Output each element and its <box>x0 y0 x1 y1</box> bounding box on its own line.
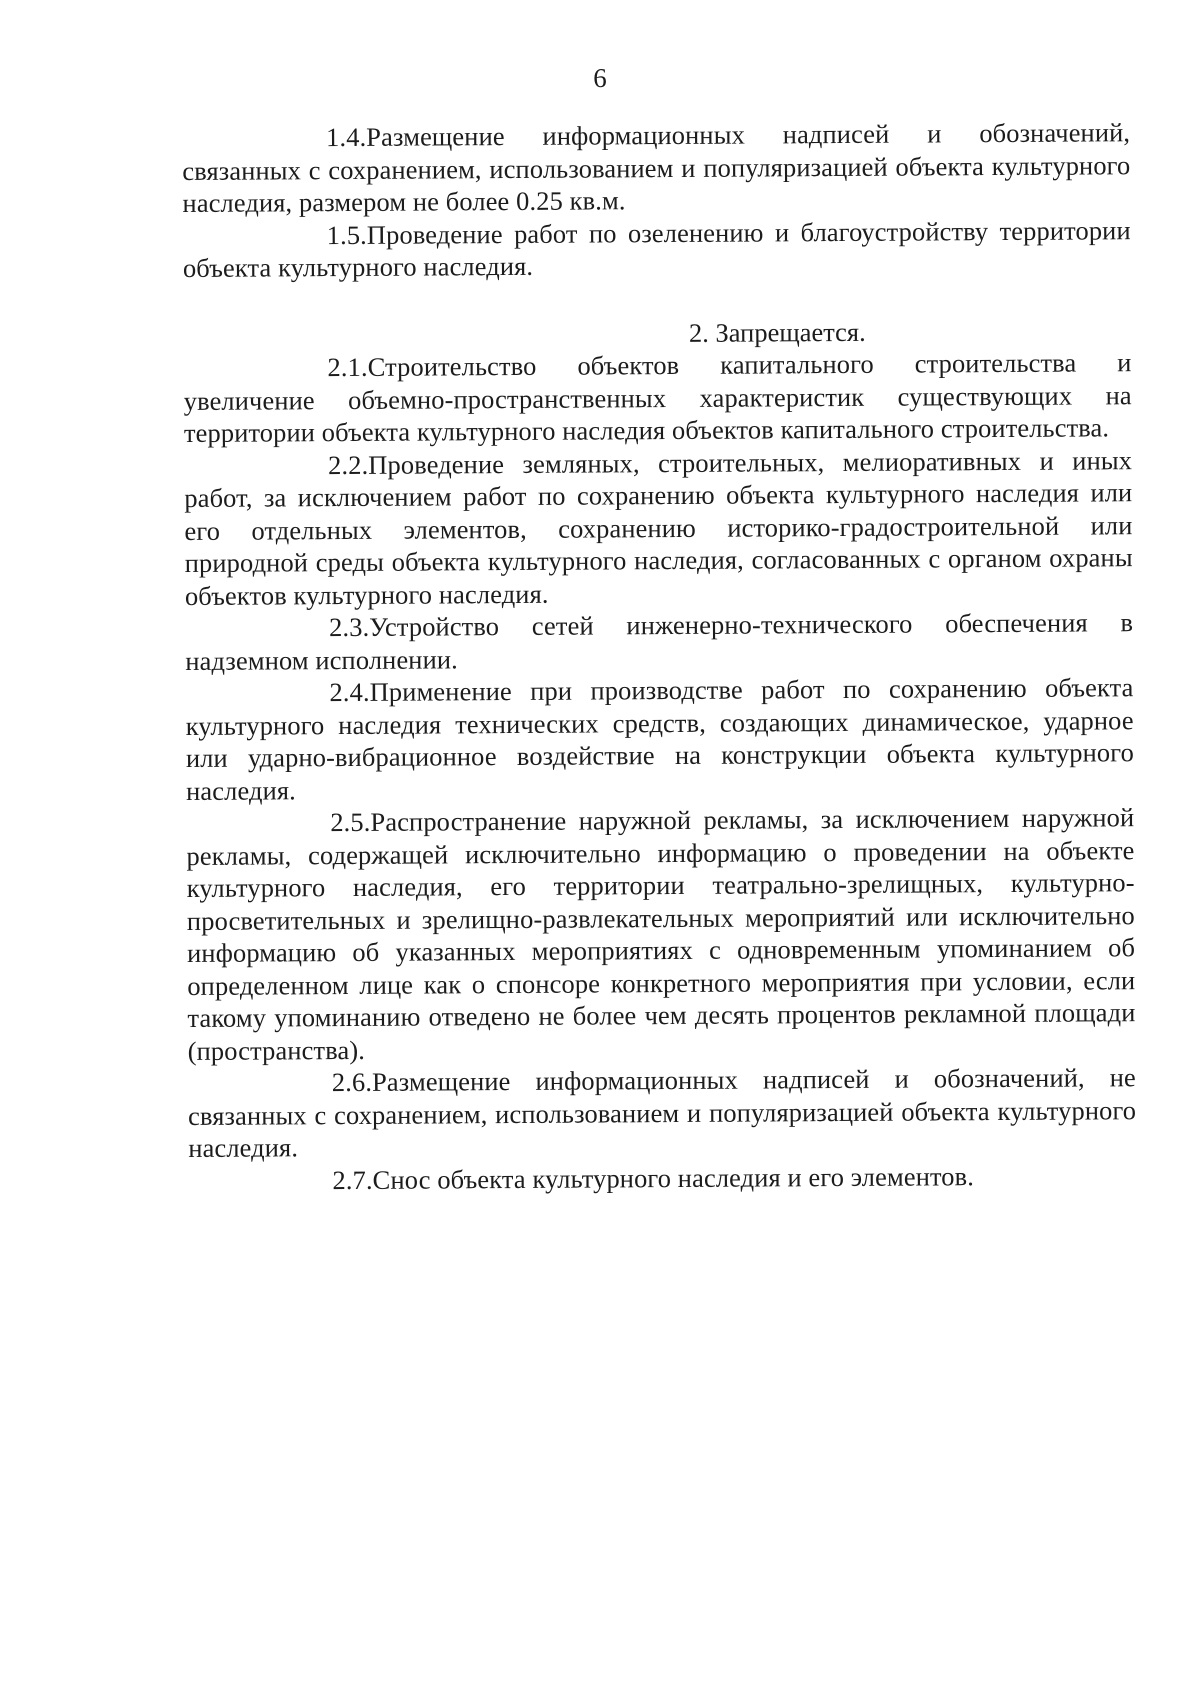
clause-number: 2.4. <box>329 676 370 708</box>
clause-number: 2.6. <box>331 1066 373 1098</box>
clause-text: Проведение работ по озеленению и благоустройству территории объекта культурного наследия. <box>182 214 1131 283</box>
clause-number: 1.4. <box>326 121 367 153</box>
document-body <box>182 116 1137 1197</box>
clause-text: Строительство объектов капитального строительства и увеличение объемно-пространственных характеристик существующих на территории объекта культурного наследия объектов капитального строительства. <box>183 347 1132 448</box>
clause-text: Проведение земляных, строительных, мелиоративных и иных работ, за исключением работ по сохранению объекта культурного наследия или его отдельных элементов, сохранению историко-градостроительной или природной среды объекта культурного наследия, согласованных с органом охраны объектов культурного наследия. <box>184 444 1133 611</box>
clause-number: 2.5. <box>330 806 371 838</box>
clause-2-7 <box>188 1159 1136 1197</box>
clause-2-3 <box>185 606 1133 677</box>
clause-1-5 <box>183 214 1131 285</box>
page-number: 6 <box>593 63 607 93</box>
clause-text: Размещение информационных надписей и обозначений, связанных с сохранением, использованием и популяризацией объекта культурного наследия, размером не более 0.25 кв.м. <box>182 117 1131 218</box>
clause-number: 2.1. <box>327 351 368 383</box>
clause-1-4 <box>182 116 1131 219</box>
clause-number: 2.2. <box>328 449 369 480</box>
clause-number: 2.3. <box>328 611 370 643</box>
clause-text: Применение при производстве работ по сохранению объекта культурного наследия технических средств, создающих динамическое, ударное или ударно-вибрационное воздействие на конструкции объекта культурного наследия. <box>185 672 1134 806</box>
clause-text: Устройство сетей инженерно-технического обеспечения в надземном исполнении. <box>185 607 1134 676</box>
clause-2-4 <box>185 671 1134 807</box>
section-2-heading: 2. Запрещается. <box>688 316 866 348</box>
clause-text: Распространение наружной рекламы, за исключением наружной рекламы, содержащей исключительно информацию о проведении на объекте культурного наследия, его территории театрально-зрелищных, культурно-просветительных и зрелищно-развлекательных мероприятий или исключительно информацию об указанных мероприятиях с одновременным упоминанием об определенном лице как о спонсоре конкретного мероприятия при условии, если такому упоминанию отведено не более чем десять процентов рекламной площади (пространства). <box>186 802 1136 1066</box>
clause-number: 2.7. <box>332 1164 373 1195</box>
clause-number: 1.5. <box>326 219 367 250</box>
clause-2-1 <box>183 346 1132 449</box>
section-2-items <box>183 346 1136 1197</box>
section-1-items <box>182 116 1131 284</box>
clause-text: Снос объекта культурного наследия и его элементов. <box>372 1160 975 1195</box>
clause-2-5 <box>186 801 1136 1067</box>
clause-2-2 <box>184 444 1133 612</box>
clause-text: Размещение информационных надписей и обозначений, не связанных с сохранением, использованием и популяризацией объекта культурного наследия. <box>187 1062 1137 1163</box>
clause-2-6 <box>188 1061 1137 1164</box>
